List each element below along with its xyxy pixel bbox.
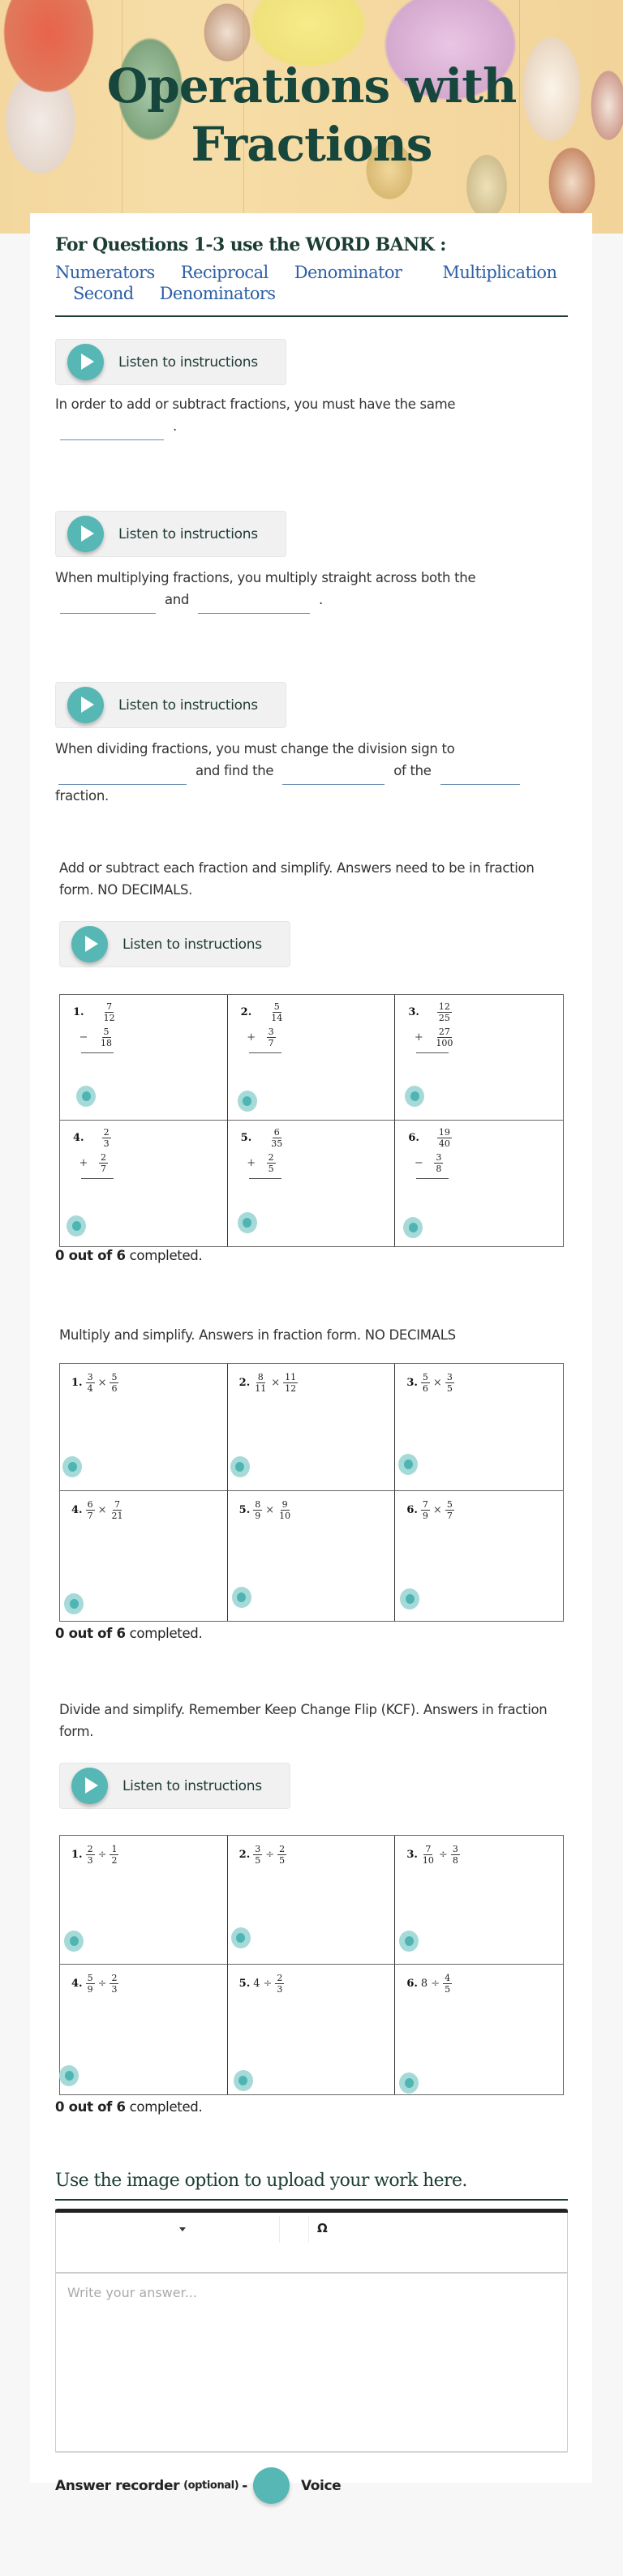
fraction: $\frac{2}{5}$ <box>268 1152 274 1174</box>
record-voice-button[interactable] <box>253 2467 290 2504</box>
problem-number: 1. <box>71 1849 83 1861</box>
problem-cell <box>228 1121 396 1246</box>
fraction: $\frac{6}{35}$ <box>271 1127 283 1149</box>
problem-number: 5. <box>240 1132 252 1144</box>
multiply-grid <box>59 1363 564 1622</box>
listen-button-label: Listen to instructions <box>118 354 258 371</box>
fraction: $\frac{5}{14}$ <box>271 1001 283 1023</box>
listen-button[interactable] <box>55 511 286 557</box>
word-bank-title: For Questions 1-3 use the WORD BANK : <box>55 234 446 255</box>
progress-count: 0 out of 6 <box>55 1248 126 1263</box>
problem-cell <box>60 1364 228 1491</box>
answer-recorder <box>55 2467 341 2504</box>
problem-number: 4. <box>71 1504 83 1516</box>
problem-cell <box>228 1491 396 1621</box>
play-icon <box>67 687 104 723</box>
upload-section-title: Use the image option to upload your work here. <box>55 2171 467 2191</box>
problem-number: 5. <box>238 1504 251 1516</box>
sum-line <box>416 1178 449 1179</box>
fraction: $\frac{3}{8}$ <box>452 1844 458 1866</box>
recorder-dash: - <box>242 2477 247 2494</box>
progress-label: completed. <box>129 1248 203 1263</box>
answer-blank[interactable] <box>282 769 385 785</box>
header-banner <box>0 0 623 234</box>
problem-cell <box>395 1836 563 1965</box>
voice-label: Voice <box>300 2477 342 2494</box>
whole-number: 4 <box>253 1978 260 1990</box>
listen-button-label: Listen to instructions <box>122 936 262 953</box>
problem-number: 1. <box>73 1006 84 1018</box>
operator: × <box>271 1377 281 1389</box>
problem-cell <box>395 1491 563 1621</box>
operator: × <box>432 1377 442 1389</box>
problem-cell <box>395 1364 563 1491</box>
progress-count: 0 out of 6 <box>55 1626 126 1641</box>
recorder-optional-label: (optional) <box>183 2480 239 2492</box>
progress-label: completed. <box>129 1626 203 1641</box>
fraction: $\frac{11}{12}$ <box>285 1372 297 1394</box>
problem-cell <box>60 1121 228 1246</box>
divide-grid <box>59 1835 564 2095</box>
operator: − <box>414 1157 423 1169</box>
fraction: $\frac{7}{21}$ <box>111 1499 123 1521</box>
progress-label: completed. <box>129 2099 203 2115</box>
problem-number: 2. <box>240 1006 252 1018</box>
answer-hotspot[interactable] <box>405 1086 424 1107</box>
answer-hotspot[interactable] <box>62 1456 82 1477</box>
problem-number: 3. <box>408 1006 419 1018</box>
word-bank-word: Second <box>73 284 134 303</box>
answer-hotspot[interactable] <box>398 1454 418 1475</box>
fraction: $\frac{7}{10}$ <box>422 1844 434 1866</box>
toolbar-separator <box>279 2216 280 2243</box>
operator: ÷ <box>438 1849 448 1861</box>
answer-blank[interactable] <box>198 598 310 614</box>
fraction: $\frac{2}{3}$ <box>87 1844 93 1866</box>
operator: ÷ <box>263 1978 273 1990</box>
fraction: $\frac{2}{3}$ <box>277 1973 283 1995</box>
operator: ÷ <box>97 1849 107 1861</box>
answer-hotspot[interactable] <box>67 1215 86 1237</box>
rich-text-editor <box>55 2209 568 2452</box>
answer-hotspot[interactable] <box>403 1217 423 1238</box>
problem-number: 2. <box>238 1849 251 1861</box>
word-bank-row-1 <box>55 262 568 283</box>
problem-cell <box>60 1836 228 1965</box>
problem-cell <box>395 1121 563 1246</box>
question-3-text: When dividing fractions, you must change the division sign to <box>55 741 455 757</box>
question-2 <box>55 567 568 614</box>
question-1 <box>55 393 568 440</box>
word-bank-word: Reciprocal <box>180 263 269 282</box>
answer-hotspot[interactable] <box>400 1588 419 1609</box>
answer-hotspot[interactable] <box>76 1086 96 1107</box>
listen-button-label: Listen to instructions <box>122 1777 262 1794</box>
divide-instructions: Divide and simplify. Remember Keep Change Flip (KCF). Answers in fraction form. <box>59 1702 548 1739</box>
problem-number: 4. <box>71 1978 83 1990</box>
fraction: $\frac{3}{4}$ <box>87 1372 93 1394</box>
listen-button-label: Listen to instructions <box>118 697 258 714</box>
word-bank-row-2 <box>55 283 568 304</box>
answer-blank[interactable] <box>440 769 520 785</box>
answer-hotspot[interactable] <box>238 1091 257 1112</box>
sum-line <box>81 1052 114 1053</box>
word-bank-word: Denominator <box>294 263 402 282</box>
fraction: $\frac{8}{9}$ <box>255 1499 261 1521</box>
problem-cell <box>395 1965 563 2094</box>
answer-hotspot[interactable] <box>64 1593 84 1614</box>
problem-number: 6. <box>406 1978 418 1990</box>
problem-number: 1. <box>71 1377 83 1389</box>
answer-hotspot[interactable] <box>64 1931 84 1952</box>
answer-hotspot[interactable] <box>399 1931 419 1952</box>
page-title-line2: Fractions <box>191 117 432 172</box>
multiply-instructions: Multiply and simplify. Answers in fraction form. NO DECIMALS <box>59 1327 456 1343</box>
listen-button[interactable] <box>59 921 290 967</box>
answer-hotspot[interactable] <box>230 1456 250 1477</box>
listen-button[interactable] <box>55 339 286 385</box>
add-subtract-grid <box>59 994 564 1247</box>
section-divider <box>55 315 568 317</box>
problem-number: 5. <box>238 1978 251 1990</box>
fraction: $\frac{12}{25}$ <box>438 1001 450 1023</box>
editor-toolbar <box>56 2213 567 2274</box>
worksheet-card <box>30 213 592 2494</box>
recorder-label: Answer recorder <box>55 2477 180 2494</box>
word-bank-word: Multiplication <box>442 263 557 282</box>
operator: × <box>97 1377 107 1389</box>
problem-number: 6. <box>406 1504 418 1516</box>
special-character-icon[interactable]: Ω <box>317 2221 328 2235</box>
play-icon <box>71 926 108 962</box>
answer-blank[interactable] <box>58 769 187 785</box>
toolbar-separator <box>308 2216 309 2243</box>
add-subtract-instructions: Add or subtract each fraction and simplify. Answers need to be in fraction form. NO DECIMALS. <box>59 860 535 898</box>
fraction: $\frac{3}{5}$ <box>255 1844 261 1866</box>
fraction: $\frac{9}{10}$ <box>279 1499 291 1521</box>
fraction: $\frac{7}{9}$ <box>422 1499 428 1521</box>
problem-cell <box>395 995 563 1121</box>
problem-number: 2. <box>238 1377 251 1389</box>
fraction: $\frac{27}{100}$ <box>436 1027 453 1048</box>
question-3-connector: of the <box>393 763 432 778</box>
section-divider <box>55 2199 568 2201</box>
fraction: $\frac{2}{3}$ <box>111 1973 118 1995</box>
fraction: $\frac{6}{7}$ <box>87 1499 93 1521</box>
listen-button[interactable] <box>55 682 286 728</box>
operator: + <box>247 1031 256 1044</box>
answer-hotspot[interactable] <box>59 2065 79 2086</box>
problem-number: 4. <box>73 1132 84 1144</box>
progress-count: 0 out of 6 <box>55 2099 126 2115</box>
fraction: $\frac{5}{18}$ <box>101 1027 112 1048</box>
question-1-end: . <box>172 418 177 434</box>
question-2-text: When multiplying fractions, you multiply straight across both the <box>55 570 476 585</box>
question-2-connector: and <box>164 592 190 607</box>
fraction: $\frac{19}{40}$ <box>438 1127 450 1149</box>
answer-hotspot[interactable] <box>231 1927 251 1948</box>
operator: − <box>79 1031 88 1044</box>
sum-line <box>416 1052 449 1053</box>
fraction: $\frac{5}{6}$ <box>111 1372 118 1394</box>
problem-cell <box>60 995 228 1121</box>
fraction: $\frac{4}{5}$ <box>445 1973 451 1995</box>
operator: + <box>414 1031 423 1044</box>
word-bank <box>55 262 568 304</box>
problem-number: 3. <box>406 1377 418 1389</box>
problem-number: 3. <box>406 1849 418 1861</box>
fraction: $\frac{2}{7}$ <box>101 1152 106 1174</box>
problem-cell <box>228 995 396 1121</box>
fraction: $\frac{7}{12}$ <box>103 1001 115 1023</box>
editor-bottom-border <box>55 2451 568 2453</box>
problem-cell <box>60 1965 228 2094</box>
fraction: $\frac{2}{5}$ <box>279 1844 286 1866</box>
play-icon <box>71 1768 108 1804</box>
page-title <box>0 57 623 174</box>
fraction: $\frac{3}{8}$ <box>436 1152 442 1174</box>
answer-hotspot[interactable] <box>399 2072 419 2094</box>
answer-textarea[interactable] <box>56 2274 567 2450</box>
sum-line <box>249 1178 281 1179</box>
play-icon <box>67 516 104 552</box>
fraction: $\frac{5}{9}$ <box>87 1973 93 1995</box>
question-3 <box>55 738 568 807</box>
sum-line <box>249 1052 281 1053</box>
sum-line <box>81 1178 114 1179</box>
listen-button-label: Listen to instructions <box>118 525 258 542</box>
answer-hotspot[interactable] <box>234 2070 253 2091</box>
whole-number: 8 <box>420 1978 428 1990</box>
fraction: $\frac{5}{6}$ <box>422 1372 428 1394</box>
operator: + <box>247 1157 256 1169</box>
question-3-connector: and find the <box>195 763 274 778</box>
question-1-text: In order to add or subtract fractions, you must have the same <box>55 396 456 412</box>
word-bank-word: Numerators <box>55 263 155 282</box>
question-2-end: . <box>319 592 323 607</box>
question-3-end: fraction. <box>55 788 109 804</box>
answer-blank[interactable] <box>60 424 164 440</box>
dropdown-caret-icon[interactable] <box>179 2227 186 2231</box>
fraction: $\frac{3}{7}$ <box>268 1027 274 1048</box>
operator: ÷ <box>431 1978 440 1990</box>
operator: + <box>79 1157 88 1169</box>
fraction: $\frac{3}{5}$ <box>446 1372 453 1394</box>
play-icon <box>67 344 104 380</box>
divide-progress <box>55 2099 202 2115</box>
page-title-line1: Operations with <box>106 58 517 114</box>
problem-cell <box>228 1364 396 1491</box>
problem-number: 6. <box>408 1132 419 1144</box>
problem-cell <box>60 1491 228 1621</box>
problem-cell <box>228 1836 396 1965</box>
fraction: $\frac{1}{2}$ <box>111 1844 118 1866</box>
fraction: $\frac{2}{3}$ <box>103 1127 110 1149</box>
multiply-progress <box>55 1626 202 1641</box>
problem-cell <box>228 1965 396 2094</box>
operator: ÷ <box>265 1849 275 1861</box>
listen-button[interactable] <box>59 1763 290 1809</box>
operator: ÷ <box>97 1978 107 1990</box>
word-bank-word: Denominators <box>159 284 276 303</box>
answer-blank[interactable] <box>60 598 156 614</box>
add-subtract-progress <box>55 1248 202 1263</box>
operator: × <box>432 1504 442 1516</box>
operator: × <box>97 1504 107 1516</box>
operator: × <box>265 1504 275 1516</box>
answer-hotspot[interactable] <box>232 1587 251 1608</box>
fraction: $\frac{5}{7}$ <box>446 1499 453 1521</box>
answer-hotspot[interactable] <box>238 1212 257 1233</box>
fraction: $\frac{8}{11}$ <box>255 1372 267 1394</box>
